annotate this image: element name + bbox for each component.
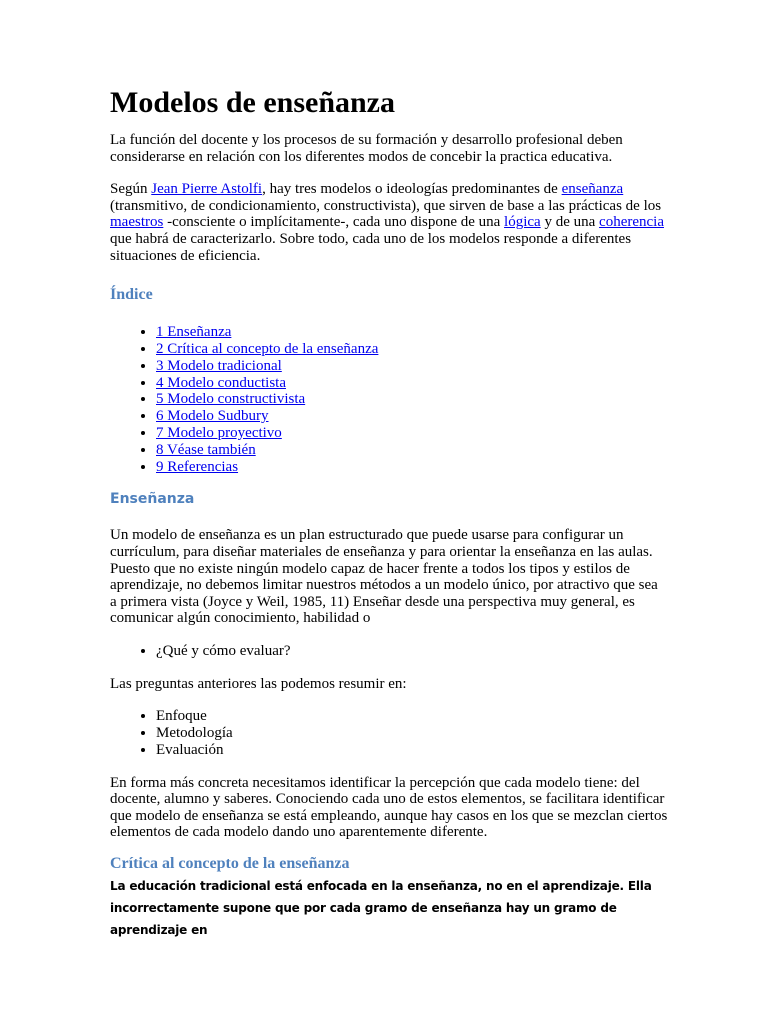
link-maestros[interactable]: maestros xyxy=(110,214,164,231)
toc-list xyxy=(110,324,668,475)
toc-item xyxy=(156,459,668,476)
toc-link-3[interactable]: 3 Modelo tradicional xyxy=(156,357,282,374)
text-run: y de una xyxy=(540,214,600,231)
link-jean-pierre-astolfi[interactable]: Jean Pierre Astolfi xyxy=(151,181,263,198)
toc-link-1[interactable]: 1 Enseñanza xyxy=(156,324,232,341)
critica-line-1: La educación tradicional está enfocada en la enseñanza, no en el aprendizaje. Ella xyxy=(110,879,652,894)
intro-paragraph: La función del docente y los procesos de su formación y desarrollo profesional deben considerarse en relación con los diferentes modos de concebir la practica educativa. xyxy=(110,132,623,165)
list-item: • ¿Qué y cómo evaluar? xyxy=(156,643,668,660)
toc-item xyxy=(156,324,668,341)
critica-line-2: incorrectamente supone que por cada gramo de enseñanza hay un gramo de aprendizaje en xyxy=(110,901,617,938)
text-run: Según xyxy=(110,181,152,198)
link-logica[interactable]: lógica xyxy=(504,214,541,231)
toc-item xyxy=(156,375,668,392)
ensenanza-paragraph-2: Las preguntas anteriores las podemos resumir en: xyxy=(110,675,407,692)
toc-link-5[interactable]: 5 Modelo constructivista xyxy=(156,391,306,408)
toc-item xyxy=(156,442,668,459)
link-coherencia[interactable]: coherencia xyxy=(599,214,664,231)
toc-item xyxy=(156,358,668,375)
link-ensenanza[interactable]: enseñanza xyxy=(561,181,624,198)
toc-link-4[interactable]: 4 Modelo conductista xyxy=(156,374,286,391)
text-run: (transmitivo, de condicionamiento, constructivista), que sirven de base a las prácticas de los xyxy=(110,197,662,214)
list-item: • Evaluación xyxy=(156,742,668,759)
toc-link-9[interactable]: 9 Referencias xyxy=(156,458,239,475)
text-run: , hay tres modelos o ideologías predominantes de xyxy=(262,181,562,198)
section-heading-critica: Crítica al concepto de la enseñanza xyxy=(110,855,350,873)
section-heading-ensenanza: Enseñanza xyxy=(110,491,195,508)
page-title: Modelos de enseñanza xyxy=(110,86,395,119)
astolfi-paragraph xyxy=(110,181,668,264)
ensenanza-paragraph-1: Un modelo de enseñanza es un plan estructurado que puede usarse para configurar un currículum, para diseñar materiales de enseñanza y para orientar la enseñanza en las aulas. Puesto que no existe ningún modelo capaz de hacer frente a todos los tipos y estilos de aprendizaje, no debemos limitar nuestros métodos a un modelo único, por atractivo que sea a primera vista (Joyce y Weil, 1985, 11) Enseñar desde una perspectiva muy general, es comunicar algún conocimiento, habilidad o xyxy=(110,527,658,627)
toc-link-2[interactable]: 2 Crítica al concepto de la enseñanza xyxy=(156,340,379,357)
toc-heading: Índice xyxy=(110,286,153,304)
toc-link-6[interactable]: 6 Modelo Sudbury xyxy=(156,408,269,425)
toc-item xyxy=(156,341,668,358)
toc-item xyxy=(156,408,668,425)
question-list xyxy=(110,643,668,660)
list-item: • Enfoque xyxy=(156,708,668,725)
toc-item xyxy=(156,425,668,442)
toc-item xyxy=(156,391,668,408)
ensenanza-paragraph-3: En forma más concreta necesitamos identificar la percepción que cada modelo tiene: del docente, alumno y saberes. Conociendo cada uno de estos elementos, se facilitara identificar que modelo de enseñanza se está empleando, aunque hay casos en los que se mezclan ciertos elementos de cada modelo dando uno aparentemente diferente. xyxy=(110,774,668,841)
toc-link-8[interactable]: 8 Véase también xyxy=(156,441,256,458)
text-run: -consciente o implícitamente-, cada uno dispone de una xyxy=(163,214,505,231)
summary-list xyxy=(110,708,668,758)
toc-link-7[interactable]: 7 Modelo proyectivo xyxy=(156,424,282,441)
text-run: que habrá de caracterizarlo. Sobre todo, cada uno de los modelos responde a diferentes situaciones de eficiencia. xyxy=(110,230,632,264)
list-item: • Metodología xyxy=(156,725,668,742)
